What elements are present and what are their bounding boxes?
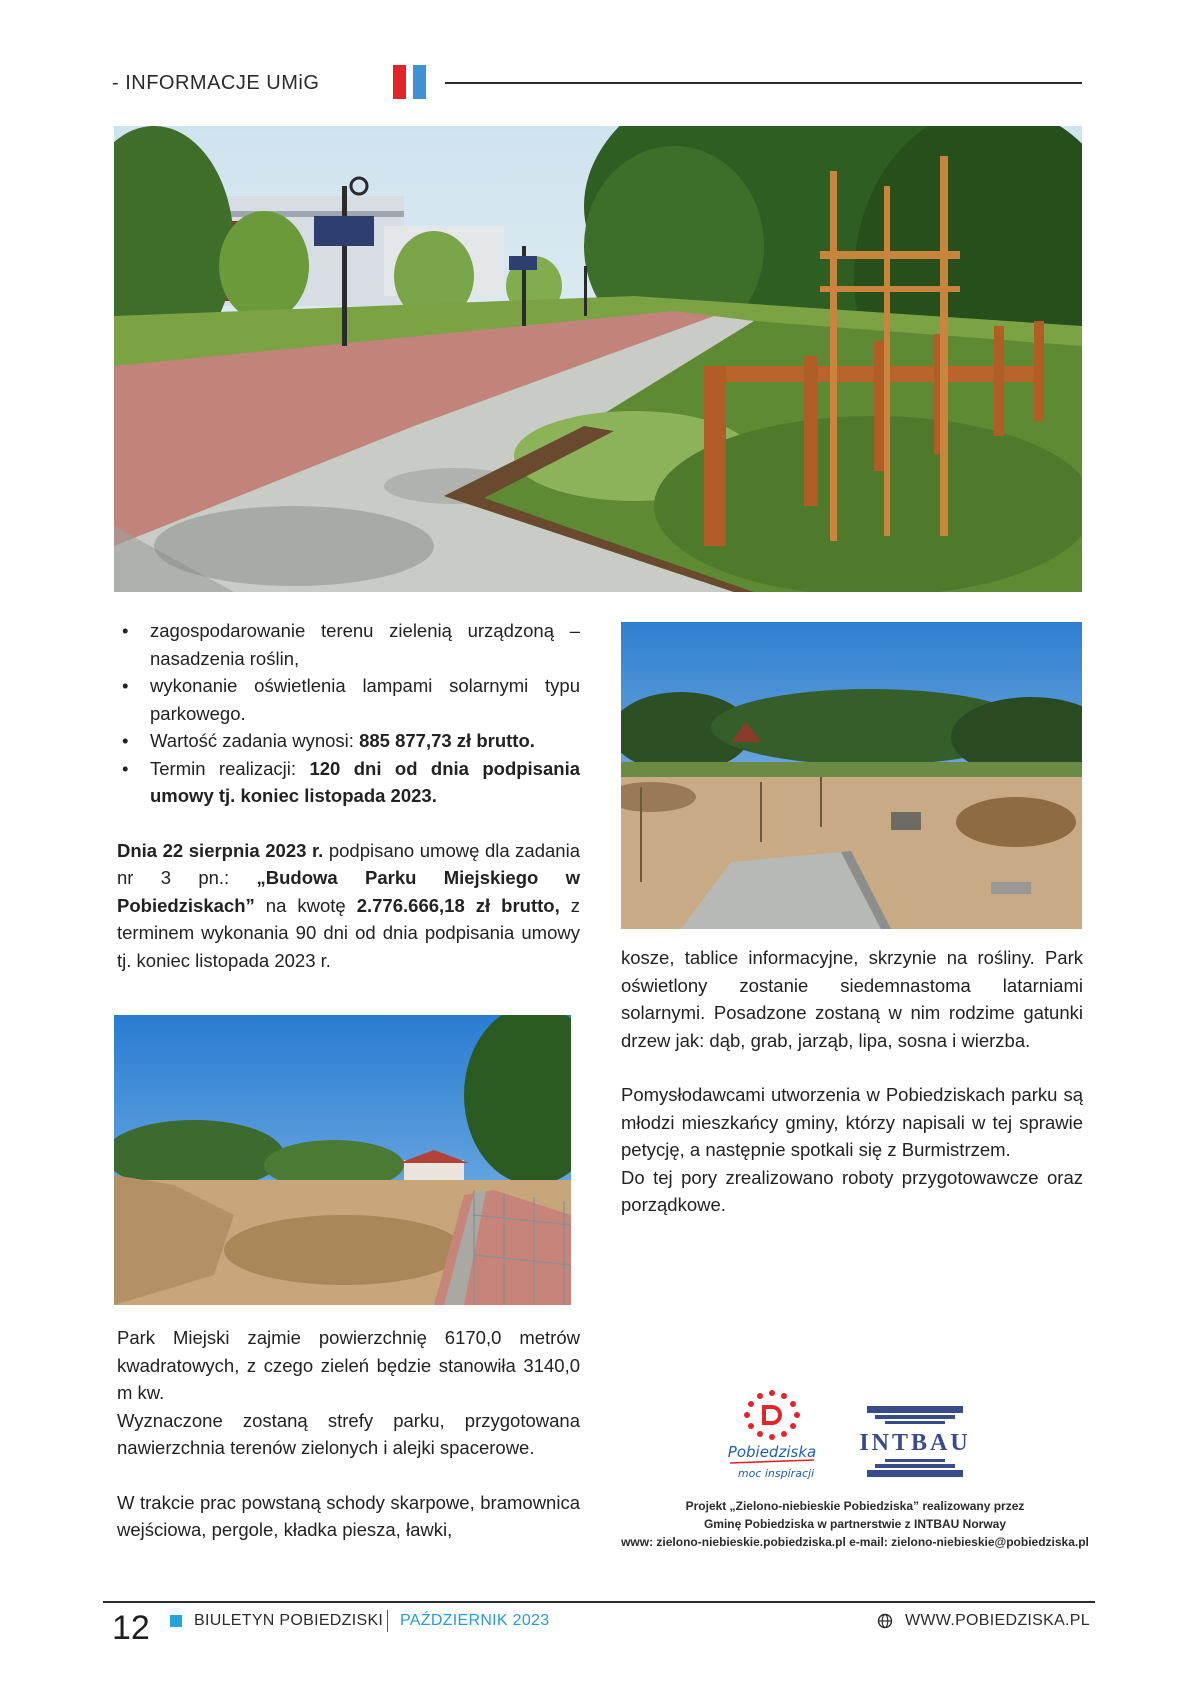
caption-line-2: Gminę Pobiedziska w partnerstwie z INTBAU Norway bbox=[703, 1517, 1007, 1531]
works-paragraph: W trakcie prac powstaną schody skarpowe, bramownica wejściowa, pergole, kładka piesza, ławki, bbox=[117, 1491, 580, 1540]
left-column-text-top bbox=[117, 617, 580, 974]
project-name: „Budowa Parku Miejskiego w Pobiedziskach” bbox=[117, 867, 580, 916]
park-features-paragraph: kosze, tablice informacyjne, skrzynie na rośliny. Park oświetlony zostanie siedemnastoma latarniami solarnymi. Posadzone zostaną w nim rodzime gatunki drzew jak: dąb, grab, jarząb, lipa, sosna i wierzba. bbox=[621, 947, 1083, 1051]
contract-amount: 2.776.666,18 zł brutto, bbox=[356, 894, 560, 916]
footer-separator bbox=[387, 1610, 388, 1632]
list-item: • wykonanie oświetlenia lampami solarnymi typu parkowego. bbox=[117, 672, 580, 727]
list-item bbox=[117, 727, 580, 755]
page-number: 12 bbox=[112, 1609, 150, 1647]
intbau-logo bbox=[845, 1404, 985, 1482]
website-link[interactable]: WWW.POBIEDZISKA.PL bbox=[905, 1612, 1090, 1629]
park-construction-site-photo bbox=[621, 622, 1082, 929]
park-zones-paragraph: Wyznaczone zostaną strefy parku, przygotowana nawierzchnia terenów zielonych i alejki spacerowe. bbox=[117, 1409, 580, 1458]
project-caption bbox=[620, 1497, 1090, 1551]
term-label: Termin realizacji: bbox=[150, 757, 310, 779]
contract-date: Dnia 22 sierpnia 2023 r. bbox=[117, 839, 324, 861]
header-flag-blue bbox=[413, 65, 426, 99]
caption-line-3: www: zielono-niebieskie.pobiedziska.pl e-mail: zielono-niebieskie@pobiedziska.pl bbox=[621, 1535, 1089, 1549]
pobiedziska-logo-name: Pobiedziska bbox=[727, 1443, 817, 1461]
footer-rule bbox=[103, 1601, 1095, 1603]
issue-date: PAŹDZIERNIK 2023 bbox=[400, 1612, 550, 1629]
intbau-logo-name: INTBAU bbox=[859, 1430, 971, 1456]
header-rule bbox=[445, 82, 1082, 84]
value-amount: 885 877,73 zł brutto. bbox=[359, 730, 535, 751]
contract-text-b: na kwotę bbox=[254, 894, 357, 916]
value-label: Wartość zadania wynosi: bbox=[150, 730, 360, 751]
list-item: • zagospodarowanie terenu zielenią urządzoną – nasadzenia roślin, bbox=[117, 617, 580, 672]
left-column-text-bottom bbox=[117, 1324, 580, 1544]
park-path-with-solar-lamps-photo bbox=[114, 126, 1082, 592]
contract-text-a: podpisano umowę dla zadania nr 3 pn.: bbox=[117, 839, 580, 888]
park-earthworks-with-fence-photo bbox=[114, 1015, 571, 1305]
footer-accent-square bbox=[170, 1615, 182, 1627]
task-value-list bbox=[117, 727, 580, 810]
contract-text-c: z terminem wykonania 90 dni od dnia podpisania umowy tj. koniec listopada 2023 r. bbox=[117, 894, 580, 971]
publication-name: BIULETYN POBIEDZISKI bbox=[194, 1612, 384, 1629]
term-value: 120 dni od dnia podpisania umowy tj. koniec listopada 2023. bbox=[150, 757, 580, 806]
contract-paragraph bbox=[117, 837, 580, 975]
park-area-paragraph: Park Miejski zajmie powierzchnię 6170,0 metrów kwadratowych, z czego zieleń będzie stanowiła 3140,0 m kw. bbox=[117, 1327, 580, 1403]
pobiedziska-logo-tagline: moc inspiracji bbox=[737, 1467, 815, 1480]
section-title: - INFORMACJE UMiG bbox=[112, 72, 320, 94]
globe-icon bbox=[877, 1613, 893, 1629]
header-flag-red bbox=[393, 65, 406, 99]
task-scope-list bbox=[117, 617, 580, 727]
park-initiators-paragraph: Pomysłodawcami utworzenia w Pobiedziskach parku są młodzi mieszkańcy gminy, którzy napisali w tej sprawie petycję, a następnie spotkali się z Burmistrzem. bbox=[621, 1084, 1083, 1160]
caption-line-1: Projekt „Zielono-niebieskie Pobiedziska” realizowany przez bbox=[685, 1499, 1025, 1513]
progress-paragraph: Do tej pory zrealizowano roboty przygotowawcze oraz porządkowe. bbox=[621, 1166, 1083, 1215]
pobiedziska-logo bbox=[718, 1387, 826, 1489]
right-column-text bbox=[621, 944, 1083, 1219]
list-item bbox=[117, 755, 580, 810]
